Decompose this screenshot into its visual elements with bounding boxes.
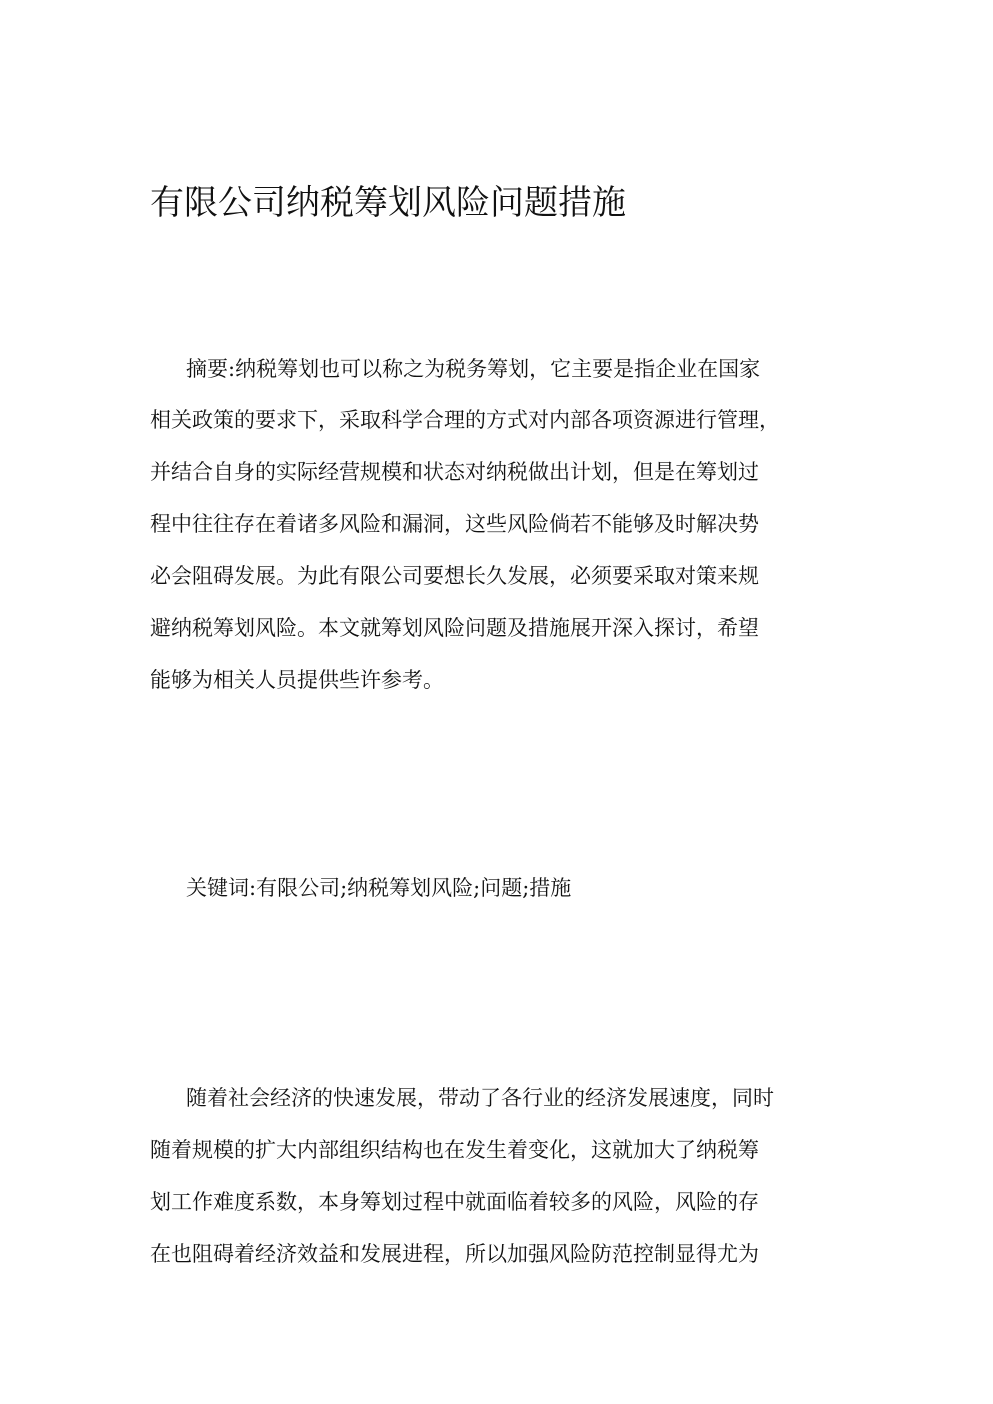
- abstract-line-2: 相关政策的要求下，采取科学合理的方式对内部各项资源进行管理，: [150, 408, 780, 432]
- abstract-line-7: 能够为相关人员提供些许参考。: [150, 668, 444, 692]
- abstract-line-3: 并结合自身的实际经营规模和状态对纳税做出计划，但是在筹划过: [150, 460, 759, 484]
- abstract-line-1: 摘要:纳税筹划也可以称之为税务筹划，它主要是指企业在国家: [186, 357, 761, 381]
- body-line-1: 随着社会经济的快速发展，带动了各行业的经济发展速度，同时: [186, 1086, 774, 1110]
- abstract-line-4: 程中往往存在着诸多风险和漏洞，这些风险倘若不能够及时解决势: [150, 512, 759, 536]
- body-line-4: 在也阻碍着经济效益和发展进程，所以加强风险防范控制显得尤为: [150, 1242, 759, 1266]
- body-line-2: 随着规模的扩大内部组织结构也在发生着变化，这就加大了纳税筹: [150, 1138, 759, 1162]
- body-line-3: 划工作难度系数，本身筹划过程中就面临着较多的风险，风险的存: [150, 1190, 759, 1214]
- abstract-line-6: 避纳税筹划风险。本文就筹划风险问题及措施展开深入探讨，希望: [150, 616, 759, 640]
- document-title: 有限公司纳税筹划风险问题措施: [150, 182, 626, 223]
- keywords-line: 关键词:有限公司;纳税筹划风险;问题;措施: [186, 876, 572, 900]
- abstract-line-5: 必会阻碍发展。为此有限公司要想长久发展，必须要采取对策来规: [150, 564, 759, 588]
